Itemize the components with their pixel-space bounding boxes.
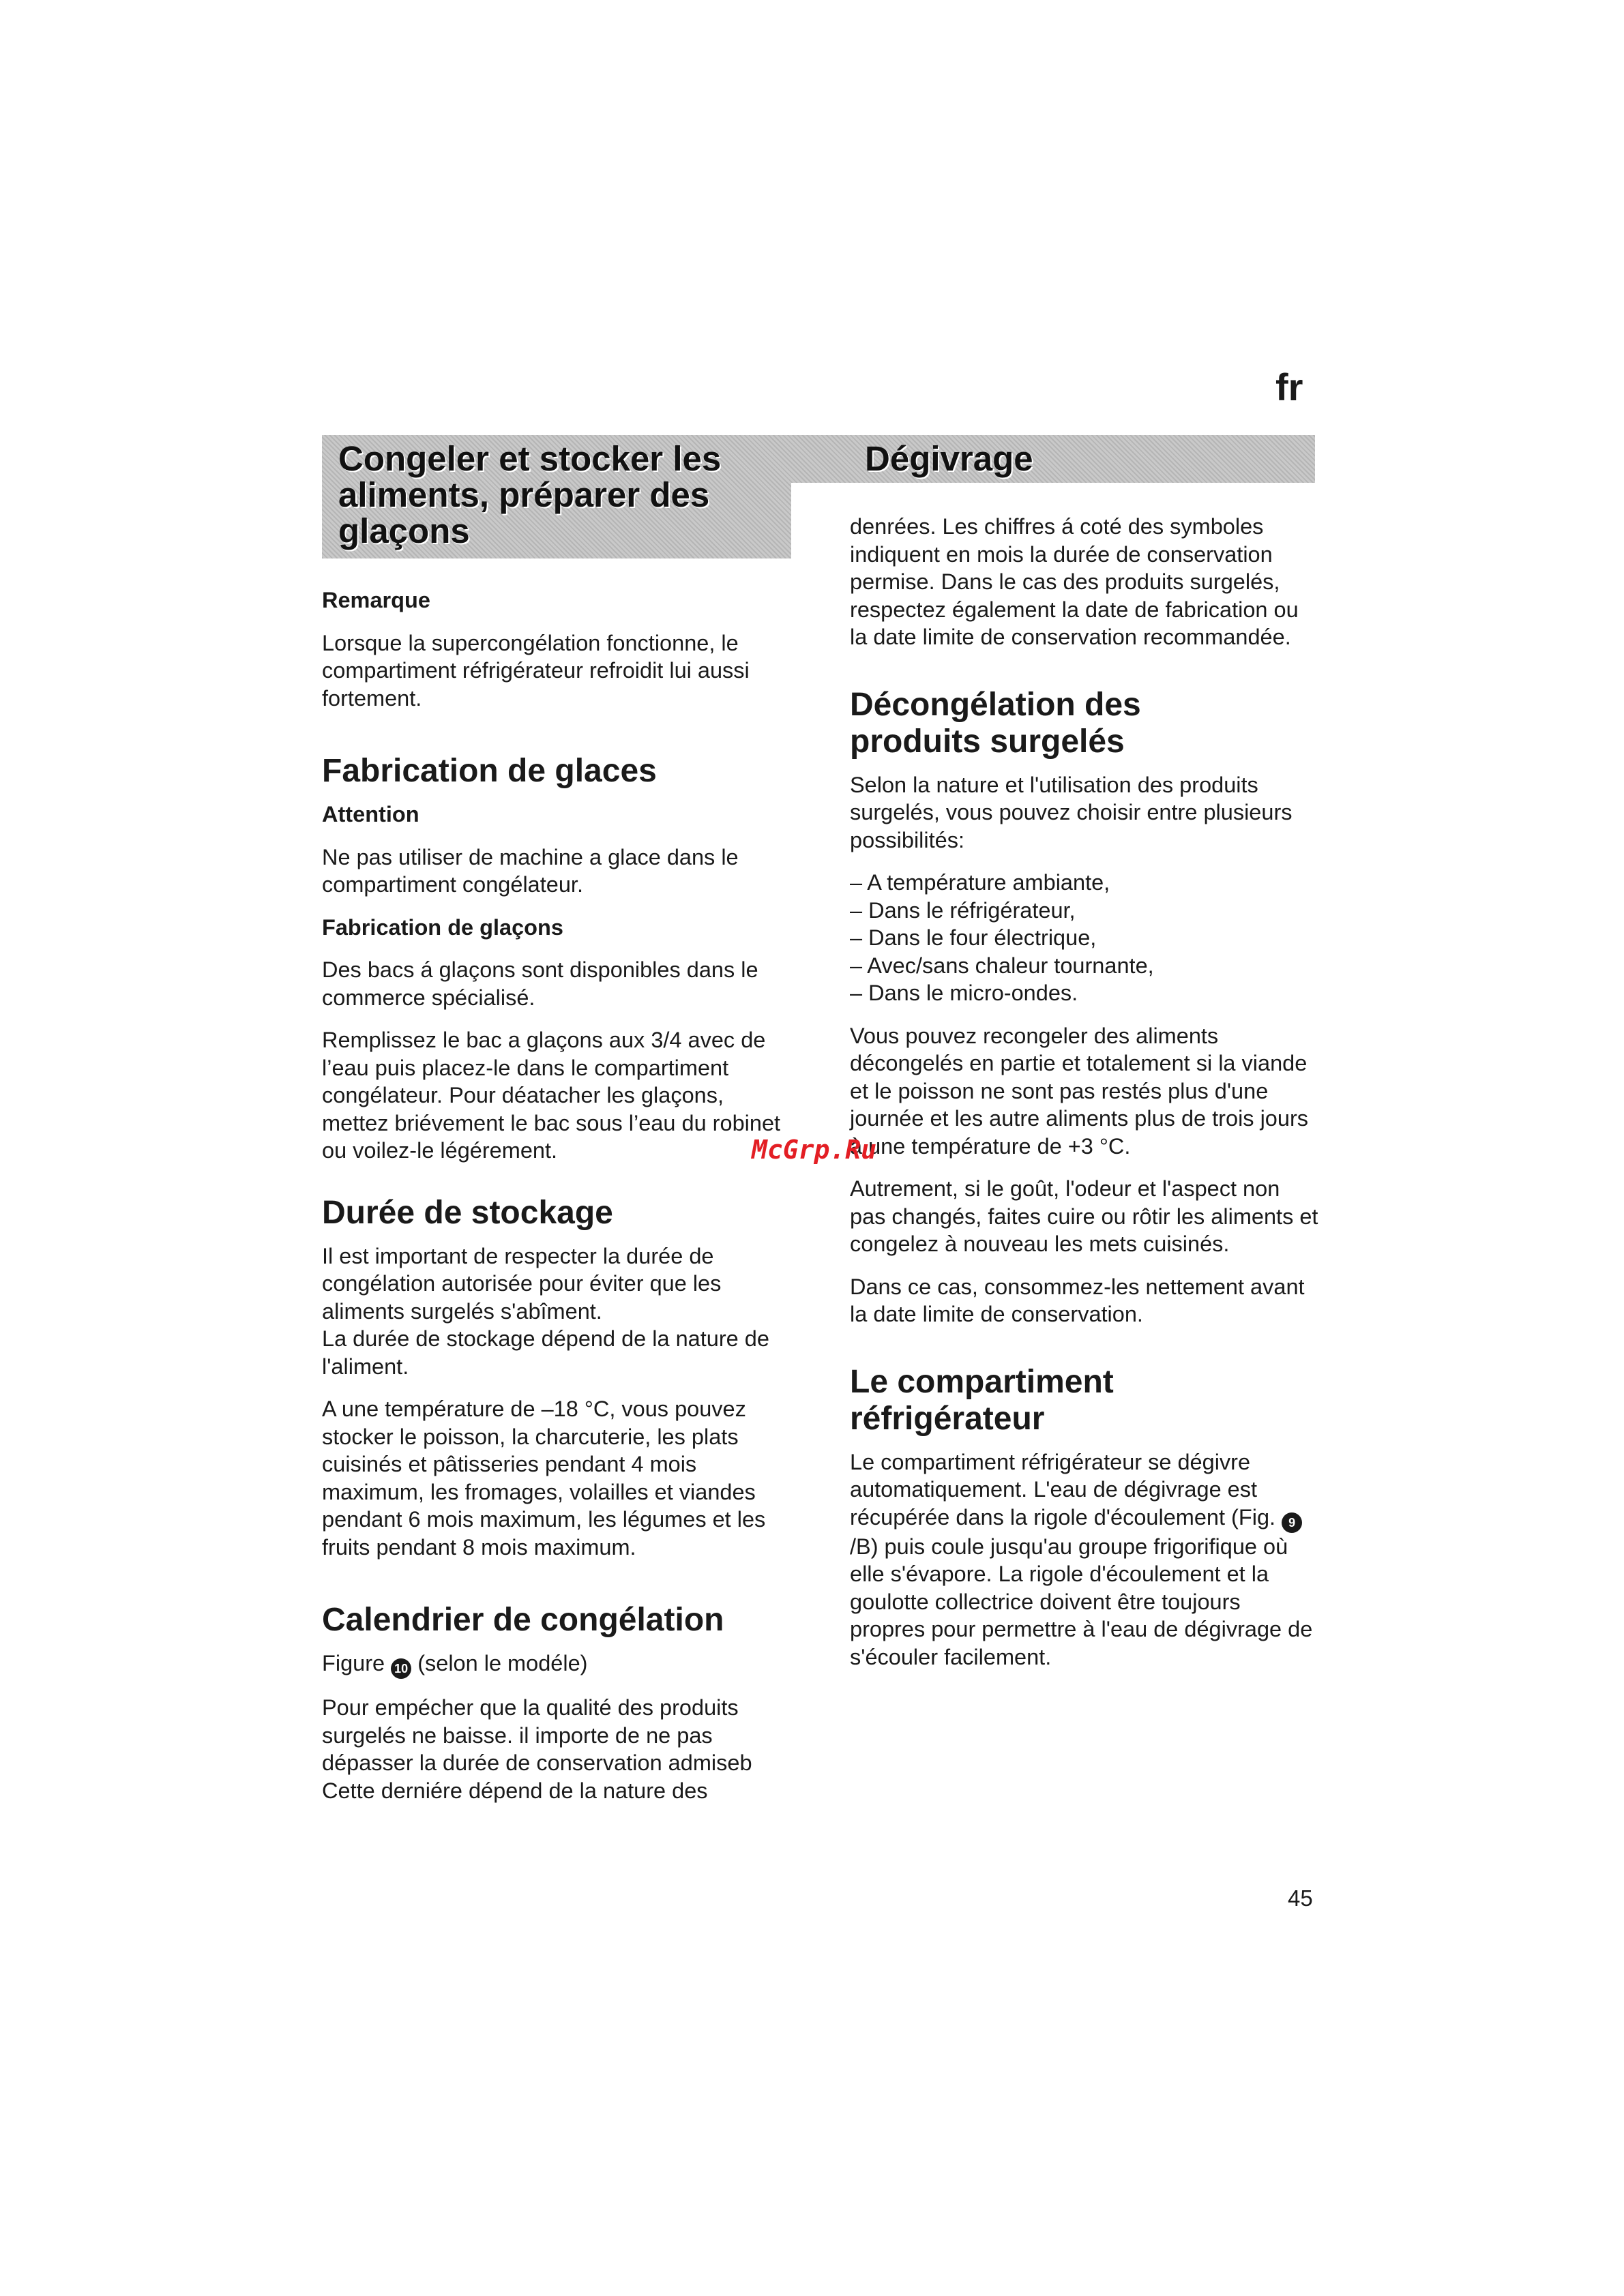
right-column [850,513,1320,1686]
bacs-text: Des bacs á glaçons sont disponibles dans le commerce spécialisé. [322,957,758,1010]
duree-stockage-heading: Durée de stockage [322,1194,613,1231]
remarque-label: Remarque [322,588,430,612]
temperature-text: A une température de –18 °C, vous pouvez stocker le poisson, la charcuterie, les plats cuisinés et pâtisseries pendant 4 mois maximum, les fromages, volailles et viandes pendant 6 mois maximum, les légumes et les fruits pendant 8 mois maximum. [322,1397,766,1560]
figure-number-badge: 9 [1282,1512,1302,1533]
compartiment-text [850,1448,1320,1671]
attention-text: Ne pas utiliser de machine a glace dans le compartiment congélateur. [322,844,739,897]
compartiment-heading-line: réfrigérateur [850,1400,1045,1437]
calendrier-heading: Calendrier de congélation [322,1602,724,1638]
figure-reference [322,1650,793,1679]
compartiment-text-b: /B) puis coule jusqu'au groupe frigorifique où elle s'évapore. La rigole d'écoulement et la goulotte collectrice doivent être toujours propres pour permettre à l'eau de dégivrage de s'écouler facilement. [850,1534,1313,1669]
dans-ce-cas-text: Dans ce cas, consommez-les nettement avant la date limite de conservation. [850,1274,1305,1326]
compartiment-text-a: Le compartiment réfrigérateur se dégivre automatiquement. L'eau de dégivrage est récupérée dans la rigole d'écoulement (Fig. [850,1449,1276,1530]
fabrication-glacons-label: Fabrication de glaçons [322,914,563,940]
decongelation-heading-line: Décongélation des [850,686,1141,723]
continuation-text: denrées. Les chiffres á coté des symboles indiquent en mois la durée de conservation permise. Dans le cas des produits surgelés, respectez également la date de fabrication ou la date limite de conservation recommandée. [850,514,1299,649]
decongelation-options [850,869,1320,1007]
compartiment-heading-line: Le compartiment [850,1363,1114,1400]
decongelation-heading [850,687,1320,760]
left-column [322,586,793,1819]
list-item: – A température ambiante, [850,870,1110,895]
language-code: fr [1275,366,1303,408]
section-title-congeler [338,441,721,549]
watermark-text: McGrp.Ru [752,1135,877,1165]
list-item: – Avec/sans chaleur tournante, [850,953,1154,978]
figure-prefix: Figure [322,1651,385,1675]
fabrication-glaces-heading: Fabrication de glaces [322,753,657,789]
decongelation-heading-line: produits surgelés [850,723,1125,760]
list-item: – Dans le four électrique, [850,925,1097,950]
figure-suffix: (selon le modéle) [417,1651,588,1675]
section-title-degivrage: Dégivrage [865,439,1033,478]
duree-text-1: Il est important de respecter la durée de congélation autorisée pour éviter que les aliments surgelés s'abîment. [322,1243,722,1324]
autrement-text: Autrement, si le goût, l'odeur et l'aspect non pas changés, faites cuire ou rôtir les aliments et congelez à nouveau les mets cuisinés. [850,1176,1318,1256]
list-item: – Dans le micro-ondes. [850,981,1078,1005]
recongeler-text: Vous pouvez recongeler des aliments décongelés en partie et totalement si la viande et le poisson ne sont pas restés plus d'une journée et les autre aliments plus de trois jours à une température de +3 °C. [850,1023,1309,1159]
compartiment-heading [850,1364,1320,1437]
section-title-line: glaçons [338,511,470,550]
duree-text-2: La durée de stockage dépend de la nature de l'aliment. [322,1326,769,1379]
selon-text: Selon la nature et l'utilisation des produits surgelés, vous pouvez choisir entre plusieurs possibilités: [850,772,1293,852]
remarque-text: Lorsque la supercongélation fonctionne, le compartiment réfrigérateur refroidit lui aussi fortement. [322,630,750,711]
calendrier-text: Pour empécher que la qualité des produits surgelés ne baisse. il importe de ne pas dépasser la durée de conservation admiseb Cette derniére dépend de la nature des [322,1695,752,1803]
page-number: 45 [1288,1885,1313,1911]
list-item: – Dans le réfrigérateur, [850,897,1076,923]
attention-label: Attention [322,802,419,826]
section-title-line: Congeler et stocker les [338,439,722,478]
duree-text [322,1242,793,1381]
figure-number-badge: 10 [391,1658,411,1679]
remplissez-text: Remplissez le bac a glaçons aux 3/4 avec de l’eau puis placez-le dans le compartiment congélateur. Pour déatacher les glaçons, mettez briévement le bac sous l’eau du robinet ou voilez-le légérement. [322,1028,781,1163]
section-title-line: aliments, préparer des [338,475,710,514]
